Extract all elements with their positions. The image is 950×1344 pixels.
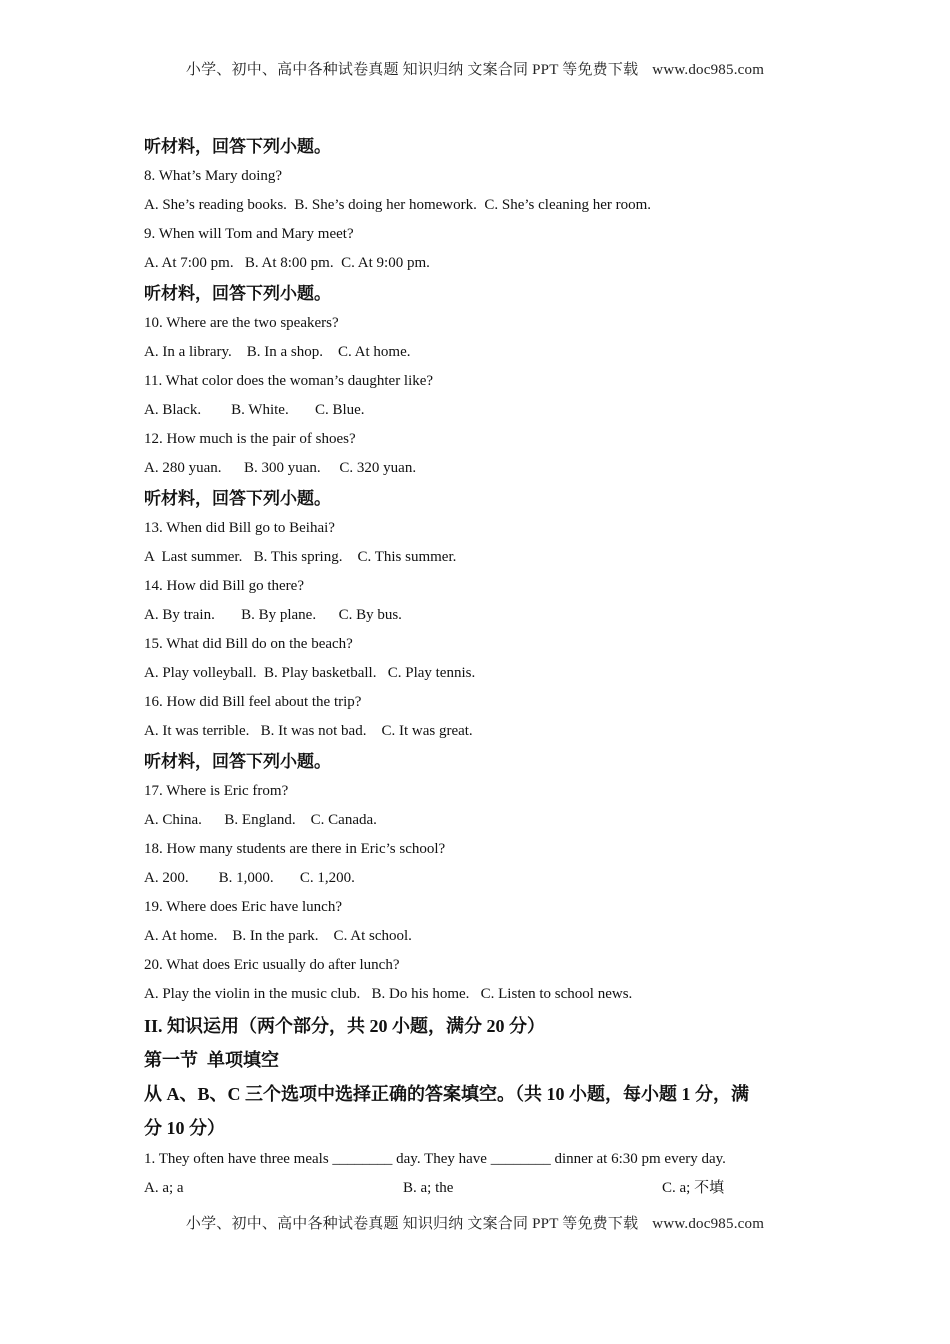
line-text: II. 知识运用（两个部分，共 20 小题，满分 20 分）: [144, 1016, 546, 1036]
question-line: [144, 1145, 814, 1174]
section-heading: [144, 746, 814, 777]
line-text: 13. When did Bill go to Beihai?: [144, 520, 335, 536]
section-heading: [144, 1043, 814, 1077]
line-text: 19. Where does Eric have lunch?: [144, 899, 342, 915]
question-line: [144, 835, 814, 864]
line-text: 听材料，回答下列小题。: [144, 284, 331, 303]
line-text: 12. How much is the pair of shoes?: [144, 431, 356, 447]
line-text: A. At home. B. In the park. C. At school.: [144, 928, 412, 944]
question-line: [144, 893, 814, 922]
option-b: B. a; the: [403, 1180, 454, 1196]
question-line: [144, 425, 814, 454]
question-line: [144, 162, 814, 191]
line-text: 听材料，回答下列小题。: [144, 752, 331, 771]
question-line: [144, 630, 814, 659]
line-text: 15. What did Bill do on the beach?: [144, 636, 353, 652]
page-footer: [0, 1212, 950, 1233]
line-text: 16. How did Bill feel about the trip?: [144, 694, 362, 710]
line-text: 10. Where are the two speakers?: [144, 315, 339, 331]
line-text: A. It was terrible. B. It was not bad. C. It was great.: [144, 723, 473, 739]
question-line: [144, 220, 814, 249]
section-heading: [144, 1009, 814, 1043]
question-line: [144, 572, 814, 601]
question-lines: [144, 131, 814, 1174]
header-text: 小学、初中、高中各种试卷真题 知识归纳 文案合同 PPT 等免费下载: [185, 62, 639, 78]
question-line: [144, 396, 814, 425]
question-line: [144, 601, 814, 630]
line-text: A. Play the violin in the music club. B. Do his home. C. Listen to school news.: [144, 986, 633, 1002]
line-text: A. Play volleyball. B. Play basketball. C. Play tennis.: [144, 665, 476, 681]
line-text: 听材料，回答下列小题。: [144, 137, 331, 156]
line-text: 9. When will Tom and Mary meet?: [144, 226, 354, 242]
line-text: A. Black. B. White. C. Blue.: [144, 402, 365, 418]
section-heading: [144, 483, 814, 514]
question-line: [144, 249, 814, 278]
line-text: 从 A、B、C 三个选项中选择正确的答案填空。（共 10 小题，每小题 1 分，满: [144, 1084, 750, 1104]
line-text: 17. Where is Eric from?: [144, 783, 289, 799]
line-text: A. At 7:00 pm. B. At 8:00 pm. C. At 9:00 pm.: [144, 255, 430, 271]
option-c: C. a; 不填: [662, 1180, 725, 1196]
question-line: [144, 454, 814, 483]
question-line: [144, 806, 814, 835]
question-line: [144, 951, 814, 980]
question-1-options: [144, 1174, 814, 1203]
line-text: A. She’s reading books. B. She’s doing her homework. C. She’s cleaning her room.: [144, 197, 652, 213]
line-text: 11. What color does the woman’s daughter like?: [144, 373, 434, 389]
line-text: A. In a library. B. In a shop. C. At home.: [144, 344, 411, 360]
line-text: 分 10 分）: [144, 1118, 225, 1138]
line-text: A Last summer. B. This spring. C. This summer.: [144, 549, 457, 565]
question-line: [144, 338, 814, 367]
section-heading: [144, 278, 814, 309]
footer-site: www.doc985.com: [652, 1216, 765, 1232]
section-heading: [144, 131, 814, 162]
header-site: www.doc985.com: [652, 62, 765, 78]
question-line: [144, 543, 814, 572]
line-text: 14. How did Bill go there?: [144, 578, 304, 594]
question-line: [144, 864, 814, 893]
question-line: [144, 191, 814, 220]
line-text: A. By train. B. By plane. C. By bus.: [144, 607, 402, 623]
line-text: 第一节 单项填空: [144, 1050, 279, 1070]
line-text: A. 280 yuan. B. 300 yuan. C. 320 yuan.: [144, 460, 417, 476]
question-line: [144, 688, 814, 717]
question-line: [144, 659, 814, 688]
footer-text: 小学、初中、高中各种试卷真题 知识归纳 文案合同 PPT 等免费下载: [185, 1216, 639, 1232]
question-line: [144, 777, 814, 806]
line-text: 18. How many students are there in Eric’s school?: [144, 841, 446, 857]
question-line: [144, 514, 814, 543]
line-text: A. China. B. England. C. Canada.: [144, 812, 377, 828]
question-line: [144, 717, 814, 746]
line-text: A. 200. B. 1,000. C. 1,200.: [144, 870, 355, 886]
line-text: 8. What’s Mary doing?: [144, 168, 283, 184]
line-text: 20. What does Eric usually do after lunch?: [144, 957, 400, 973]
section-heading: [144, 1077, 814, 1111]
section-heading: [144, 1111, 814, 1145]
document-body: [144, 131, 814, 1203]
line-text: 听材料，回答下列小题。: [144, 489, 331, 508]
question-line: [144, 922, 814, 951]
page-header: [0, 58, 950, 79]
question-line: [144, 309, 814, 338]
question-line: [144, 980, 814, 1009]
line-text: 1. They often have three meals ________ day. They have ________ dinner at 6:30 pm every day.: [144, 1151, 726, 1167]
question-line: [144, 367, 814, 396]
option-a: A. a; a: [144, 1180, 184, 1196]
